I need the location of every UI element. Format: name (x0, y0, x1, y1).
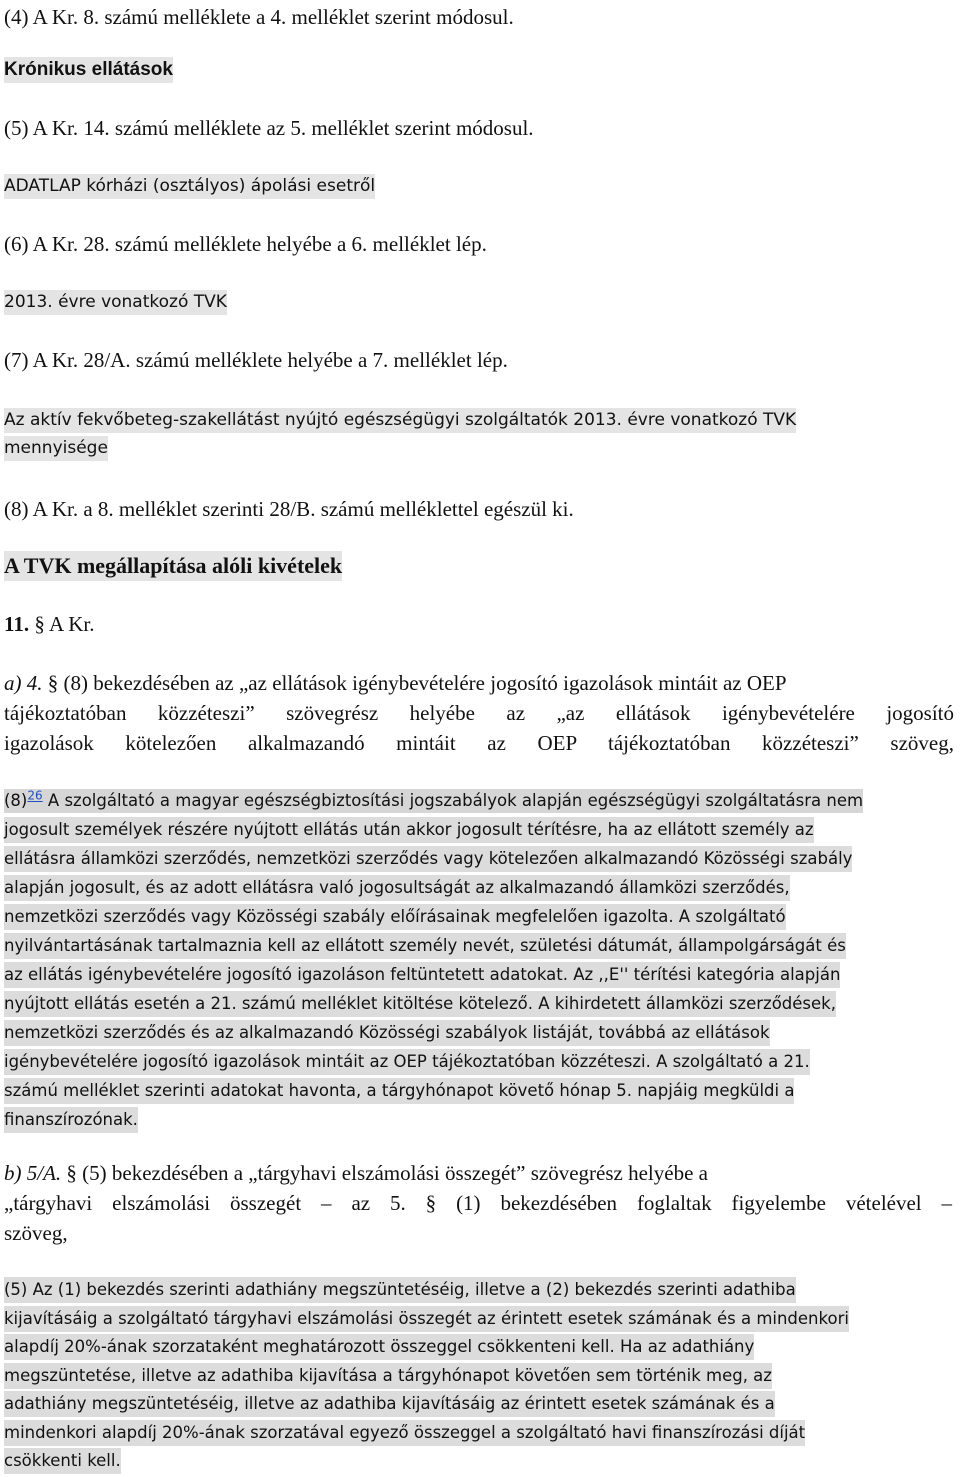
section-sign: § (425, 1191, 437, 1215)
paragraph-5-text-0: (5) Az (1) bekezdés szerinti adathiány megszüntetéséig, illetve a (2) bekezdés szerinti adathiba (4, 1277, 796, 1303)
paragraph-8-line (4, 1047, 852, 1076)
paragraph-8-line (4, 989, 852, 1018)
heading-tvk-exceptions-text: A TVK megállapítása alóli kivételek (4, 551, 342, 581)
section-sign: § (66, 1161, 77, 1185)
heading-chronic-care-text: Krónikus ellátások (4, 57, 173, 83)
paragraph-8-line (4, 1105, 852, 1134)
heading-chronic-care (4, 56, 173, 84)
paragraph-8-text-8: nemzetközi szerződés és az alkalmazandó Közösségi szabályok listáját, továbbá az ellátások (4, 1020, 770, 1046)
paragraph-5-text-3: megszüntetése, illetve az adathiba kijavítása a tárgyhónapot követően sem történik meg, az (4, 1363, 772, 1389)
point-b-text-1: (5) bekezdésében a „tárgyhavi elszámolási összegét” szövegrész helyébe a (82, 1161, 708, 1185)
footnote-26-link[interactable]: 26 (27, 788, 43, 803)
section-11-number: 11. (4, 612, 30, 636)
section-sign: § (47, 671, 59, 695)
heading-active-care-2 (4, 434, 108, 462)
paragraph-5-line (4, 1276, 849, 1305)
paragraph-5-line (4, 1419, 849, 1448)
paragraph-4: (4) A Kr. 8. számú melléklete a 4. melléklet szerint módosul. (4, 5, 514, 29)
paragraph-5-line (4, 1305, 849, 1334)
paragraph-8-label: (8) (4, 791, 28, 810)
heading-adatlap-text: ADATLAP kórházi (osztályos) ápolási esetről (4, 174, 375, 199)
paragraph-5-text-6: csökkenti kell. (4, 1448, 121, 1474)
paragraph-5-amendment (4, 1276, 849, 1476)
paragraph-8-text-4: nemzetközi szerződés vagy Közösségi szabály előírásainak megfelelően igazolta. A szolgáltató (4, 904, 786, 930)
paragraph-5-line (4, 1362, 849, 1391)
paragraph-8-line (4, 931, 852, 960)
paragraph-8-text-5: nyilvántartásának tartalmaznia kell az ellátott személy nevét, születési dátumát, állampolgárságát és (4, 933, 846, 959)
heading-adatlap (4, 172, 375, 200)
point-a-label: a) 4. (4, 671, 43, 695)
paragraph-8-line (4, 1018, 852, 1047)
point-a-line-3: igazolások kötelezően alkalmazandó mintáit az OEP tájékoztatóban közzéteszi” szöveg, (4, 731, 954, 755)
paragraph-8-text-10: számú melléklet szerinti adatokat havonta, a tárgyhónapot követő hónap 5. napjáig megküldi a (4, 1078, 794, 1104)
section-11-text: A Kr. (48, 612, 95, 636)
paragraph-8-text-3: alapján jogosult, és az adott ellátásra való jogosultságát az alkalmazandó államközi szerződés, (4, 875, 790, 901)
paragraph-8-line (4, 902, 852, 931)
paragraph-8-line (4, 844, 852, 873)
paragraph-8-prefix (4, 789, 863, 813)
paragraph-5-text-1: kijavításáig a szolgáltató tárgyhavi elszámolási összegét az érintett esetek számának és a mindenkori (4, 1306, 849, 1332)
heading-tvk-2013 (4, 288, 227, 316)
paragraph-8-text-9: igénybevételére jogosító igazolások mintáit az OEP tájékoztatóban közzéteszi. A szolgáltató a 21. (4, 1049, 810, 1075)
paragraph-8-line (4, 873, 852, 902)
point-b-line-2 (4, 1188, 952, 1218)
paragraph-8-text-0: A szolgáltató a magyar egészségbiztosítási jogszabályok alapján egészségügyi szolgáltatásra nem (47, 791, 864, 810)
paragraph-8-text-7: nyújtott ellátás esetén a 21. számú melléklet kitöltése kötelező. A kihirdetett államközi szerződések, (4, 991, 836, 1017)
heading-active-care-1-text: Az aktív fekvőbeteg-szakellátást nyújtó egészségügyi szolgáltatók 2013. évre vonatkozó TVK (4, 408, 796, 433)
heading-active-care-1 (4, 406, 796, 434)
paragraph-8-body (4, 815, 852, 1134)
paragraph-5-line (4, 1447, 849, 1476)
paragraph-8-text-1: jogosult személyek részére nyújtott ellátás után akkor jogosult térítésre, ha az ellátott személy az (4, 817, 814, 843)
point-b-text-2a: „tárgyhavi elszámolási összegét – az 5. (4, 1191, 406, 1215)
paragraph-5-text-5: mindenkori alapdíj 20%-ának szorzatával egyező összeggel a szolgáltató havi finanszírozási díját (4, 1420, 805, 1446)
paragraph-5: (5) A Kr. 14. számú melléklete az 5. melléklet szerint módosul. (4, 116, 534, 140)
paragraph-6: (6) A Kr. 28. számú melléklete helyébe a 6. melléklet lép. (4, 232, 487, 256)
paragraph-7: (7) A Kr. 28/A. számú melléklete helyébe a 7. melléklet lép. (4, 348, 508, 372)
paragraph-8-text-11: finanszírozónak. (4, 1107, 138, 1133)
section-sign: § (34, 612, 45, 636)
point-b-line-1 (4, 1158, 708, 1188)
paragraph-8-line (4, 1076, 852, 1105)
point-b-label: b) 5/A. (4, 1161, 62, 1185)
paragraph-5-line (4, 1333, 849, 1362)
section-11 (4, 609, 94, 639)
paragraph-5-text-4: adathiány megszüntetéséig, illetve az adathiba kijavításáig az érintett esetek számának és a (4, 1391, 775, 1417)
heading-active-care-2-text: mennyisége (4, 436, 108, 461)
point-a-line-1 (4, 668, 787, 698)
paragraph-8-line-1 (4, 786, 960, 815)
point-a-text-1: (8) bekezdésében az „az ellátások igénybevételére jogosító igazolások mintáit az OEP (63, 671, 787, 695)
point-b-text-2b: (1) bekezdésében foglaltak figyelembe vételével – (456, 1191, 953, 1215)
heading-tvk-exceptions (4, 551, 342, 581)
paragraph-8-text-2: ellátásra államközi szerződés, nemzetközi szerződés vagy kötelezően alkalmazandó Közösségi szabály (4, 846, 852, 872)
point-a-line-2: tájékoztatóban közzéteszi” szövegrész helyébe az „az ellátások igénybevételére jogosító (4, 701, 954, 725)
paragraph-5-line (4, 1390, 849, 1419)
paragraph-8-amendment (4, 786, 960, 815)
paragraph-8: (8) A Kr. a 8. melléklet szerinti 28/B. számú melléklettel egészül ki. (4, 497, 574, 521)
paragraph-5-text-2: alapdíj 20%-ának szorzataként meghatározott összeggel csökkenteni kell. Ha az adathiány (4, 1334, 754, 1360)
heading-tvk-2013-text: 2013. évre vonatkozó TVK (4, 290, 227, 315)
paragraph-8-line (4, 960, 852, 989)
paragraph-8-text-6: az ellátás igénybevételére jogosító igazoláson feltüntetett adatokat. Az ,,E'' térítési kategória alapján (4, 962, 840, 988)
point-b-line-3: szöveg, (4, 1221, 68, 1245)
paragraph-8-line (4, 815, 852, 844)
